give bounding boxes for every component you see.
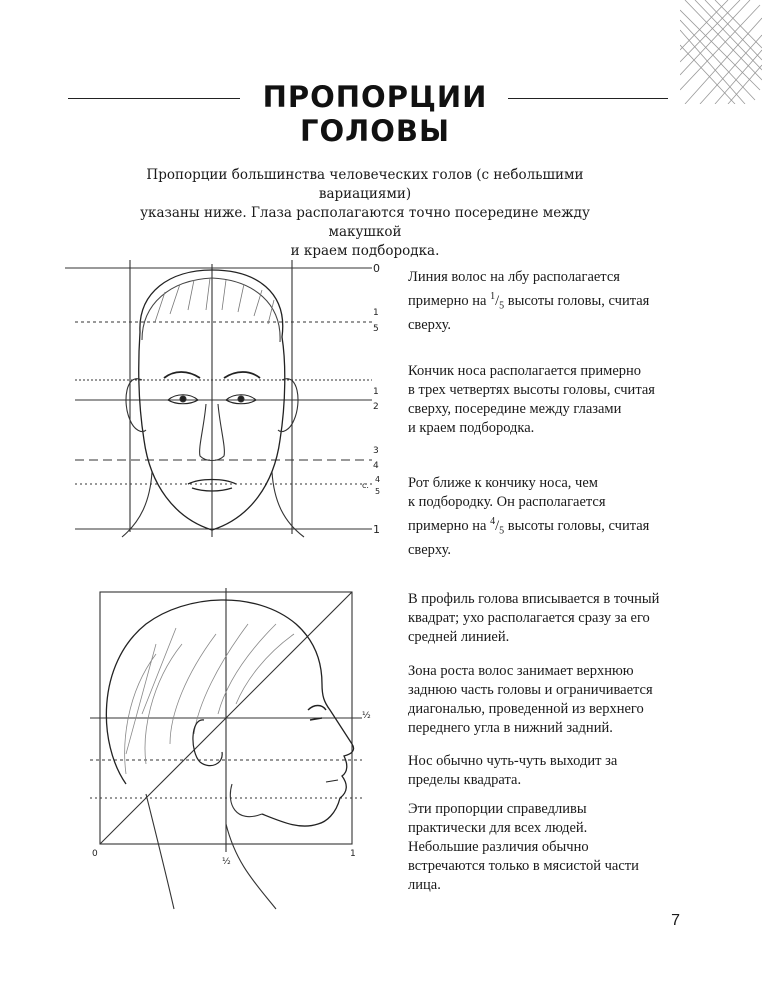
note-profile-square [408,590,708,647]
label-bottom: 1 [373,523,380,536]
label-top: 0 [373,262,380,275]
label-mouth-den: 5 [375,487,381,496]
label-three-quarter-num: 3 [373,446,379,456]
note-line: Зона роста волос занимает верхнюю [408,663,634,679]
note-line: лица. [408,877,441,893]
note-line: и краем подбородка. [408,420,535,436]
intro-text [110,166,620,261]
note-line: Линия волос на лбу располагается [408,269,620,285]
note-line: сверху. [408,316,452,333]
fraction-denominator: 5 [499,300,505,312]
title-rule-right [508,98,668,99]
note-line: сверху, посередине между глазами [408,401,622,417]
label-half-den: 2 [373,402,379,412]
intro-line: и краем подбородка. [290,243,440,259]
note-line: встречаются только в мясистой части [408,858,639,874]
note-line: пределы квадрата. [408,772,522,788]
note-profile-hair [408,662,708,738]
note-profile-all [408,800,708,895]
note-line: к подбородку. Он располагается [408,494,606,510]
note-line: примерно на $^4/_5$ высоты головы, считая [408,516,650,537]
label-fifth-den: 5 [373,324,379,334]
label-mouth-prefix: c. [362,481,369,490]
note-line: Эти пропорции справедливы [408,801,587,817]
intro-line: Пропорции большинства человеческих голов (с небольшими вариациями) [146,167,584,202]
note-line: диагональю, проведенной из верхнего [408,701,644,717]
profile-head-proportion-figure [86,584,386,914]
fraction-denominator: 5 [499,525,505,537]
note-profile-nose [408,752,708,790]
note-line: Рот ближе к кончику носа, чем [408,475,598,491]
note-line: примерно на $^1/_5$ высоты головы, считая [408,291,650,312]
label-one-x: 1 [350,849,356,859]
note-line: средней линией. [408,629,510,645]
note-nose-front [408,362,708,438]
label-mouth-num: 4 [375,475,381,484]
note-line: сверху. [408,541,452,558]
title-rule-left [68,98,240,99]
note-line: заднюю часть головы и ограничивается [408,682,653,698]
label-half-y: ½ [362,711,371,721]
label-origin: 0 [92,849,98,859]
note-line: Небольшие различия обычно [408,839,589,855]
note-hairline [408,268,708,335]
fraction-numerator: 4 [490,516,496,527]
page-title: ПРОПОРЦИИ ГОЛОВЫ [262,80,488,148]
note-line: Нос обычно чуть-чуть выходит за [408,753,618,769]
label-three-quarter-den: 4 [373,461,379,471]
label-fifth-num: 1 [373,308,379,318]
fraction-numerator: 1 [490,291,496,302]
note-line: квадрат; ухо располагается сразу за его [408,610,650,626]
page-number: 7 [671,912,680,929]
note-line: переднего угла в нижний задний. [408,720,613,736]
note-line: Кончик носа располагается примерно [408,363,642,379]
note-line: в трех четвертях высоты головы, считая [408,382,655,398]
note-line: практически для всех людей. [408,820,588,836]
pencil-hatch-decoration [680,0,762,104]
note-mouth [408,474,708,560]
label-half-num: 1 [373,387,379,397]
label-half-x: ½ [222,857,231,867]
intro-line: указаны ниже. Глаза располагаются точно посередине между макушкой [140,205,590,240]
front-head-proportion-figure [60,252,390,552]
note-line: В профиль голова вписывается в точный [408,591,660,607]
